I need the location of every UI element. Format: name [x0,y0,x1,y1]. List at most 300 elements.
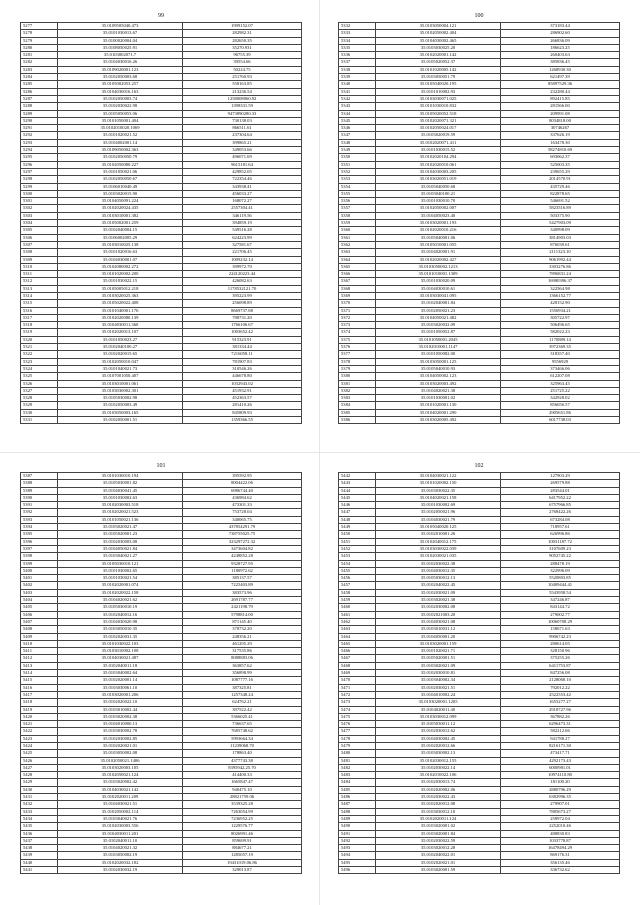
row-index-cell: 5305 [21,227,58,234]
table-row [339,271,620,278]
table-row [21,852,302,859]
value-cell: 343938.41 [183,183,302,190]
row-index-cell: 5443 [339,480,376,487]
table-row [339,859,620,866]
data-table [338,22,620,424]
value-cell: 582022.23 [501,329,620,336]
value-cell: 7216058.11 [183,351,302,358]
row-index-cell: 5476 [339,721,376,728]
value-cell: 452363.57 [183,395,302,402]
table-row [339,256,620,263]
value-cell: 5823516.89 [501,205,620,212]
table-row [339,487,620,494]
value-cell: 892415.85 [501,95,620,102]
table-row [339,640,620,647]
row-index-cell: 5302 [21,205,58,212]
code-cell: 35.0101020021.71 [376,648,501,655]
table-row [339,154,620,161]
code-cell: 35.0105020052.518 [376,110,501,117]
table-row [21,190,302,197]
value-cell: 397522.42 [183,706,302,713]
table-row [339,198,620,205]
value-cell: 736637.65 [183,721,302,728]
value-cell: 3539325.28 [183,801,302,808]
row-index-cell: 5303 [21,212,58,219]
code-cell: 35.0105002001.259 [58,220,183,227]
value-cell: 446678.80 [183,373,302,380]
code-cell: 35.0104030016.163 [58,88,183,95]
row-index-cell: 5429 [21,779,58,786]
code-cell: 35.0102050021.1406 [58,757,183,764]
table-row [339,553,620,560]
row-index-cell: 5387 [21,473,58,480]
code-cell: 35.0103020032.09 [376,322,501,329]
value-cell: 7263054.99 [183,808,302,815]
row-index-cell: 5365 [339,263,376,270]
code-cell: 35.0102040022.45 [376,582,501,589]
value-cell: 871145.40 [183,618,302,625]
table-row [21,582,302,589]
value-cell: 349053.66 [183,147,302,154]
code-cell: 35.0103030002.78 [58,728,183,735]
row-index-cell: 5457 [339,582,376,589]
row-index-cell: 5433 [21,808,58,815]
row-index-cell: 5336 [339,52,376,59]
code-cell: 35.0105030010.19 [58,604,183,611]
value-cell: 367882.26 [501,713,620,720]
table-row [339,691,620,698]
value-cell: 232280.44 [501,88,620,95]
table-row [21,801,302,808]
table-row [339,524,620,531]
code-cell: 35.0109505040.473 [58,23,183,30]
table-row [21,618,302,625]
value-cell: 387325.81 [183,684,302,691]
row-index-cell: 5487 [339,801,376,808]
code-cell: 35.0105020022.408 [58,300,183,307]
row-index-cell: 5299 [21,183,58,190]
table-row [339,409,620,416]
table-row [21,88,302,95]
table-row [339,516,620,523]
row-index-cell: 5352 [339,168,376,175]
value-cell: 327581.67 [183,241,302,248]
code-cell: 35.0102040012.16 [58,611,183,618]
value-cell: 582212.66 [501,728,620,735]
table-row [339,103,620,110]
code-cell: 35.0105040020.195 [376,81,501,88]
table-row [21,684,302,691]
code-cell: 35.0102010001.1147 [376,344,501,351]
row-index-cell: 5385 [339,409,376,416]
code-cell: 35.0103020001.02 [376,823,501,830]
value-cell: 266836.09 [501,37,620,44]
table-row [339,373,620,380]
value-cell: 7225403.89 [183,582,302,589]
table-row [21,314,302,321]
row-index-cell: 5333 [339,30,376,37]
value-cell: 269579.88 [501,480,620,487]
row-index-cell: 5284 [21,74,58,81]
row-index-cell: 5408 [21,626,58,633]
value-cell: 6382996.35 [501,794,620,801]
code-cell: 35.0104030012.35 [376,567,501,574]
code-cell: 35.0101010002.93 [376,88,501,95]
table-row [339,139,620,146]
code-cell: 35.0101030001.02 [376,395,501,402]
code-cell: 35.0103020002.42 [58,779,183,786]
code-cell: 35.0102020011.209 [58,794,183,801]
code-cell: 35.0103030071.025 [376,95,501,102]
row-index-cell: 5447 [339,509,376,516]
value-cell: 9061992.44 [501,256,620,263]
code-cell: 35.0102030013.74 [376,779,501,786]
code-cell: 35.0102040011.10 [58,837,183,844]
code-cell: 35.0103020001.59 [376,867,501,874]
code-cell: 35.0102030012.62 [376,728,501,735]
page-panel [338,462,620,892]
value-cell: 1766106.67 [183,322,302,329]
row-index-cell: 5356 [339,198,376,205]
table-row [21,553,302,560]
value-cell: 915323.91 [183,336,302,343]
value-cell: 5427903.09 [501,220,620,227]
row-index-cell: 5445 [339,494,376,501]
table-row [21,473,302,480]
value-cell: 9556929 [501,358,620,365]
row-index-cell: 5486 [339,794,376,801]
table-row [21,611,302,618]
row-index-cell: 5496 [339,867,376,874]
value-cell: 2768422.26 [501,509,620,516]
value-cell: 753728.04 [183,509,302,516]
value-cell: 488830.83 [501,830,620,837]
table-row [21,531,302,538]
value-cell: 280614.05 [501,640,620,647]
table-row [21,395,302,402]
value-cell: 822878.65 [501,190,620,197]
value-cell: 8034818.00 [501,117,620,124]
row-index-cell: 5494 [339,852,376,859]
table-row [339,125,620,132]
row-index-cell: 5438 [21,845,58,852]
value-cell: 381334.44 [183,344,302,351]
table-row [21,74,302,81]
table-row [339,502,620,509]
value-cell: 429852.05 [183,168,302,175]
row-index-cell: 5465 [339,640,376,647]
table-row [21,147,302,154]
code-cell: 35.0103020001.193 [376,220,501,227]
row-index-cell: 5404 [21,597,58,604]
code-cell: 35.0103020001.159 [376,640,501,647]
value-cell: 866511.61 [183,125,302,132]
code-cell: 35.0102030021.51 [376,684,501,691]
table-row [339,23,620,30]
row-index-cell: 5285 [21,81,58,88]
row-index-cell: 5342 [339,95,376,102]
table-row [339,531,620,538]
code-cell: 35.0101050001.404 [58,117,183,124]
value-cell: 336732.62 [501,867,620,874]
row-index-cell: 5381 [339,380,376,387]
row-index-cell: 5339 [339,74,376,81]
code-cell: 35.0104030021.142 [58,786,183,793]
table-row [339,626,620,633]
row-index-cell: 5480 [339,750,376,757]
code-cell: 35.0103010002.44 [58,706,183,713]
table-row [21,417,302,424]
code-cell: 35.0104030021.51 [58,801,183,808]
table-row [21,509,302,516]
table-row [339,380,620,387]
table-row [21,859,302,866]
table-row [339,670,620,677]
code-cell: 35.0103050003.165 [58,409,183,416]
code-cell: 35.0102020015.65 [58,351,183,358]
row-index-cell: 5495 [339,859,376,866]
code-cell: 35.0103040100.21 [376,190,501,197]
table-row [339,794,620,801]
table-row [339,728,620,735]
code-cell: 35.0102020071.411 [376,139,501,146]
row-index-cell: 5331 [21,417,58,424]
row-index-cell: 5377 [339,351,376,358]
value-cell: 7236952.25 [183,815,302,822]
table-row [339,655,620,662]
code-cell: 35.0106002005.29 [58,234,183,241]
value-cell: 329013.87 [183,867,302,874]
table-row [21,241,302,248]
code-cell: 35.0102010022.106 [376,772,501,779]
row-index-cell: 5334 [339,37,376,44]
code-cell: 35.0103030002.301 [58,387,183,394]
row-index-cell: 5419 [21,706,58,713]
row-index-cell: 5317 [21,314,58,321]
table-row [339,241,620,248]
row-index-cell: 5338 [339,66,376,73]
code-cell: 35.0103020001.1205 [376,699,501,706]
value-cell: 251760.93 [183,74,302,81]
table-row [339,220,620,227]
code-cell: 35.0102050002.404 [376,30,501,37]
value-cell: 10060708.29 [501,618,620,625]
row-index-cell: 5298 [21,176,58,183]
row-index-cell: 5350 [339,154,376,161]
row-index-cell: 5300 [21,190,58,197]
value-cell: 693062.37 [501,154,620,161]
table-row [21,691,302,698]
code-cell: 35.0102050003.74 [58,95,183,102]
table-row [21,125,302,132]
row-index-cell: 5283 [21,66,58,73]
value-cell: 256098.89 [183,300,302,307]
row-index-cell: 5330 [21,409,58,416]
table-row [21,263,302,270]
code-cell: 35.0104010000.13 [58,721,183,728]
value-cell: 4248852.28 [183,553,302,560]
value-cell: 7685748.62 [183,728,302,735]
value-cell: 426082.63 [183,278,302,285]
code-cell: 35.0102040011.18 [58,662,183,669]
value-cell: 328150.96 [501,648,620,655]
row-index-cell: 5426 [21,757,58,764]
code-cell: 35.0104030011.201 [58,830,183,837]
table-row [339,307,620,314]
value-cell: 373466.06 [501,365,620,372]
code-cell: 35.0102020001.14 [58,677,183,684]
code-cell: 35.0104020021.158 [376,494,501,501]
page-number: 99 [158,13,164,19]
row-index-cell: 5314 [21,292,58,299]
code-cell: 35.0104020001.290 [376,409,501,416]
code-cell: 35.0102030022.38 [376,560,501,567]
value-cell: 8395942.25.70 [183,764,302,771]
row-index-cell: 5416 [21,684,58,691]
table-row [339,677,620,684]
row-index-cell: 5400 [21,567,58,574]
code-cell: 35.0102050050.79 [58,154,183,161]
code-cell: 35.0103030022.039 [376,545,501,552]
code-cell: 35.0104020021.38 [376,387,501,394]
table-row [21,365,302,372]
row-index-cell: 5467 [339,655,376,662]
row-index-cell: 5287 [21,95,58,102]
table-row [339,278,620,285]
table-row [21,640,302,647]
table-row [21,59,302,66]
table-row [21,205,302,212]
code-cell: 35.0103030025.20 [376,44,501,51]
code-cell: 35.0104050002.123 [376,373,501,380]
row-index-cell: 5366 [339,271,376,278]
data-table [338,472,620,874]
table-row [339,845,620,852]
row-index-cell: 5307 [21,241,58,248]
table-row [21,329,302,336]
code-cell: 35.0101030022.103 [58,640,183,647]
value-cell: 621497.39 [501,74,620,81]
table-row [21,713,302,720]
row-index-cell: 5411 [21,648,58,655]
value-cell: 260403.63 [501,52,620,59]
code-cell: 35.0101030002.69 [376,502,501,509]
row-index-cell: 5481 [339,757,376,764]
table-row [21,662,302,669]
row-index-cell: 5396 [21,538,58,545]
code-cell: 35.0109050002.363 [58,147,183,154]
row-index-cell: 5323 [21,358,58,365]
row-index-cell: 5355 [339,190,376,197]
code-cell: 35.0101020016.63 [58,249,183,256]
value-cell: 869176.31 [501,852,620,859]
page-number: 101 [156,463,166,469]
code-cell: 35.0102030002.85 [58,735,183,742]
row-index-cell: 5448 [339,516,376,523]
table-row [21,545,302,552]
row-index-cell: 5348 [339,139,376,146]
value-cell: 342928.02 [501,395,620,402]
row-index-cell: 5446 [339,502,376,509]
row-index-cell: 5312 [21,278,58,285]
row-index-cell: 5390 [21,494,58,501]
code-cell: 35.0100020004.04 [58,37,183,44]
value-cell: 940475.10 [183,786,302,793]
value-cell: 612207.08 [501,373,620,380]
row-index-cell: 5384 [339,402,376,409]
row-index-cell: 5413 [21,662,58,669]
value-cell: 9473890280.33 [183,110,302,117]
value-cell: 414400.33 [183,772,302,779]
table-row [339,597,620,604]
table-row [339,52,620,59]
table-row [339,801,620,808]
value-cell: 5366025.41 [183,713,302,720]
table-row [21,249,302,256]
value-cell: 258972.04 [501,815,620,822]
value-cell: 673284.08 [501,516,620,523]
table-row [339,560,620,567]
row-index-cell: 5361 [339,234,376,241]
value-cell: 1003652.42 [183,329,302,336]
value-cell: 317535.86 [183,648,302,655]
value-cell: 1285057.19 [183,852,302,859]
table-row [21,373,302,380]
value-cell: 9615181.64 [183,161,302,168]
code-cell: 35.0109020001.123 [58,66,183,73]
code-cell: 35.0102050024.017 [376,125,501,132]
row-index-cell: 5472 [339,691,376,698]
value-cell: 50224.75 [183,66,302,73]
row-index-cell: 5395 [21,531,58,538]
value-cell: 456033.27 [183,190,302,197]
value-cell: 2522553.42 [501,691,620,698]
table-row [339,88,620,95]
code-cell: 35.0101030002.63 [58,494,183,501]
table-row [21,794,302,801]
row-index-cell: 5288 [21,103,58,110]
row-index-cell: 5373 [339,322,376,329]
table-row [339,830,620,837]
code-cell: 35.0102020104.294 [376,154,501,161]
code-cell: 35.0101030010.832 [376,103,501,110]
table-row [339,365,620,372]
table-row [21,728,302,735]
code-cell: 35.0102030010.81 [376,670,501,677]
table-row [21,117,302,124]
table-row [339,684,620,691]
code-cell: 35.0103030012.10 [376,808,501,815]
row-index-cell: 5452 [339,545,376,552]
table-row [21,23,302,30]
row-index-cell: 5490 [339,823,376,830]
value-cell: 221706.45 [183,249,302,256]
table-row [21,808,302,815]
table-row [339,713,620,720]
table-row [21,132,302,139]
code-cell: 35.0103010001.061 [58,380,183,387]
code-cell: 35.0102030003.556 [58,823,183,830]
row-index-cell: 5469 [339,670,376,677]
value-cell: 279907.01 [501,801,620,808]
table-row [21,735,302,742]
row-index-cell: 5412 [21,655,58,662]
code-cell: 35.0101030013.67 [58,30,183,37]
page-panel [20,12,302,442]
value-cell: 473301.33 [183,502,302,509]
table-row [21,487,302,494]
table-row [339,183,620,190]
